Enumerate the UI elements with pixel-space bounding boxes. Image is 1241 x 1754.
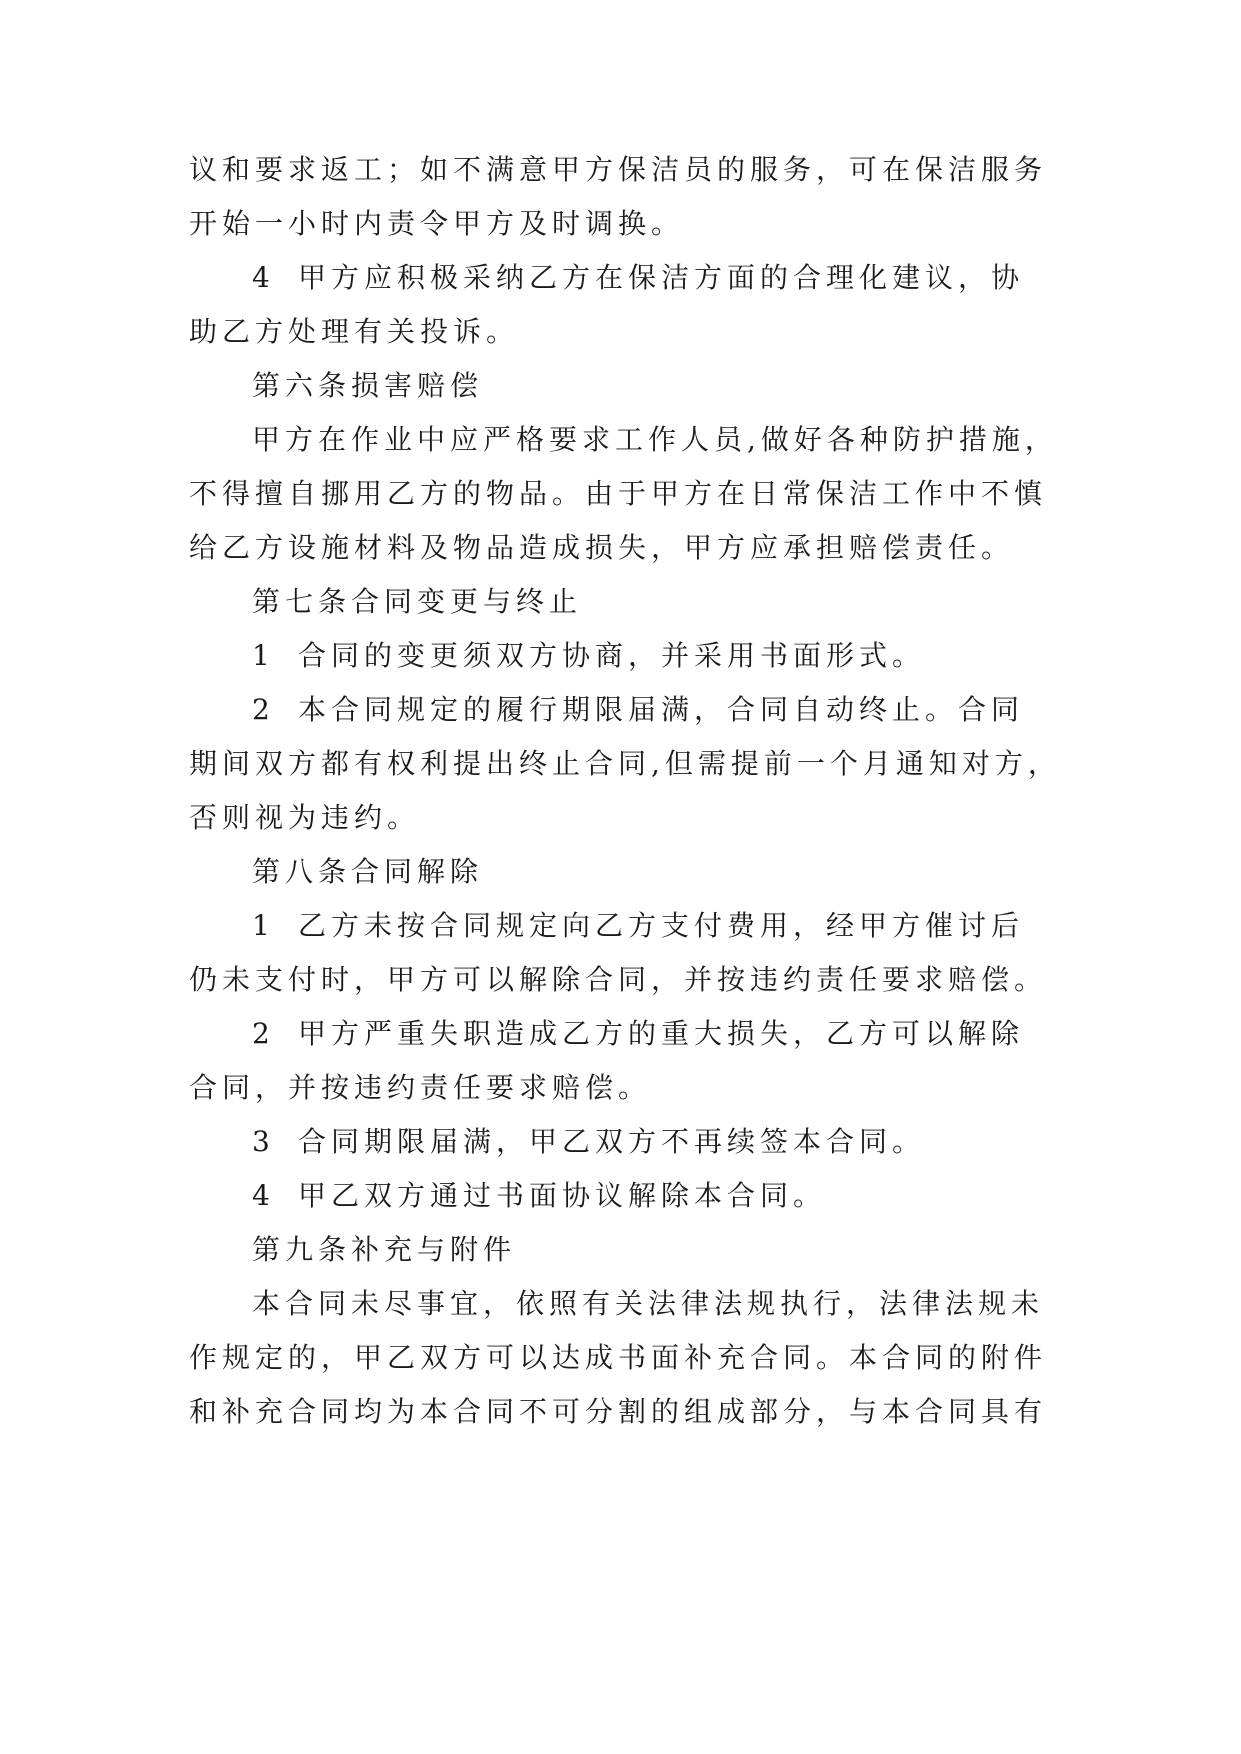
numbered-line <box>252 906 1024 946</box>
text-line: 合同期限届满，甲乙双方不再续签本合同。 <box>298 1125 926 1158</box>
text-line: 甲方严重失职造成乙方的重大损失，乙方可以解除 <box>298 1017 1025 1050</box>
numbered-line <box>252 1014 1024 1054</box>
item-number: 2 <box>252 1017 270 1050</box>
text-line: 开始一小时内责令甲方及时调换。 <box>189 207 685 240</box>
item-number: 1 <box>252 639 270 672</box>
text-line: 甲方应积极采纳乙方在保洁方面的合理化建议，协 <box>298 261 1025 294</box>
text-line: 不得擅自挪用乙方的物品。由于甲方在日常保洁工作中不慎 <box>189 477 1048 510</box>
section-heading: 第八条合同解除 <box>252 855 484 888</box>
text-line: 给乙方设施材料及物品造成损失，甲方应承担赔偿责任。 <box>189 531 1015 564</box>
text-line: 甲方在作业中应严格要求工作人员,做好各种防护措施， <box>252 423 1058 456</box>
text-line: 甲乙双方通过书面协议解除本合同。 <box>298 1179 827 1212</box>
item-number: 2 <box>252 693 270 726</box>
item-number: 4 <box>252 1179 270 1212</box>
item-number: 1 <box>252 909 270 942</box>
text-line: 乙方未按合同规定向乙方支付费用，经甲方催讨后 <box>298 909 1025 942</box>
text-line: 本合同未尽事宜，依照有关法律法规执行，法律法规未 <box>252 1287 1045 1320</box>
text-line: 作规定的，甲乙双方可以达成书面补充合同。本合同的附件 <box>189 1341 1048 1374</box>
text-line: 合同，并按违约责任要求赔偿。 <box>189 1071 652 1104</box>
numbered-line <box>252 690 1024 730</box>
text-line: 仍未支付时，甲方可以解除合同，并按违约责任要求赔偿。 <box>189 963 1048 996</box>
numbered-line <box>252 1122 925 1162</box>
text-line: 议和要求返工；如不满意甲方保洁员的服务，可在保洁服务 <box>189 153 1048 186</box>
text-line: 本合同规定的履行期限届满，合同自动终止。合同 <box>298 693 1025 726</box>
text-line: 助乙方处理有关投诉。 <box>189 315 520 348</box>
text-line: 和补充合同均为本合同不可分割的组成部分，与本合同具有 <box>189 1395 1048 1428</box>
section-heading: 第六条损害赔偿 <box>252 369 484 402</box>
text-line: 否则视为违约。 <box>189 801 421 834</box>
item-number: 3 <box>252 1125 270 1158</box>
text-line: 合同的变更须双方协商，并采用书面形式。 <box>298 639 926 672</box>
item-number: 4 <box>252 261 270 294</box>
numbered-line <box>252 1176 826 1216</box>
section-heading: 第七条合同变更与终止 <box>252 585 583 618</box>
numbered-line <box>252 636 925 676</box>
numbered-line <box>252 258 1024 298</box>
section-heading: 第九条补充与附件 <box>252 1233 517 1266</box>
text-line: 期间双方都有权利提出终止合同,但需提前一个月通知对方， <box>189 747 1061 780</box>
